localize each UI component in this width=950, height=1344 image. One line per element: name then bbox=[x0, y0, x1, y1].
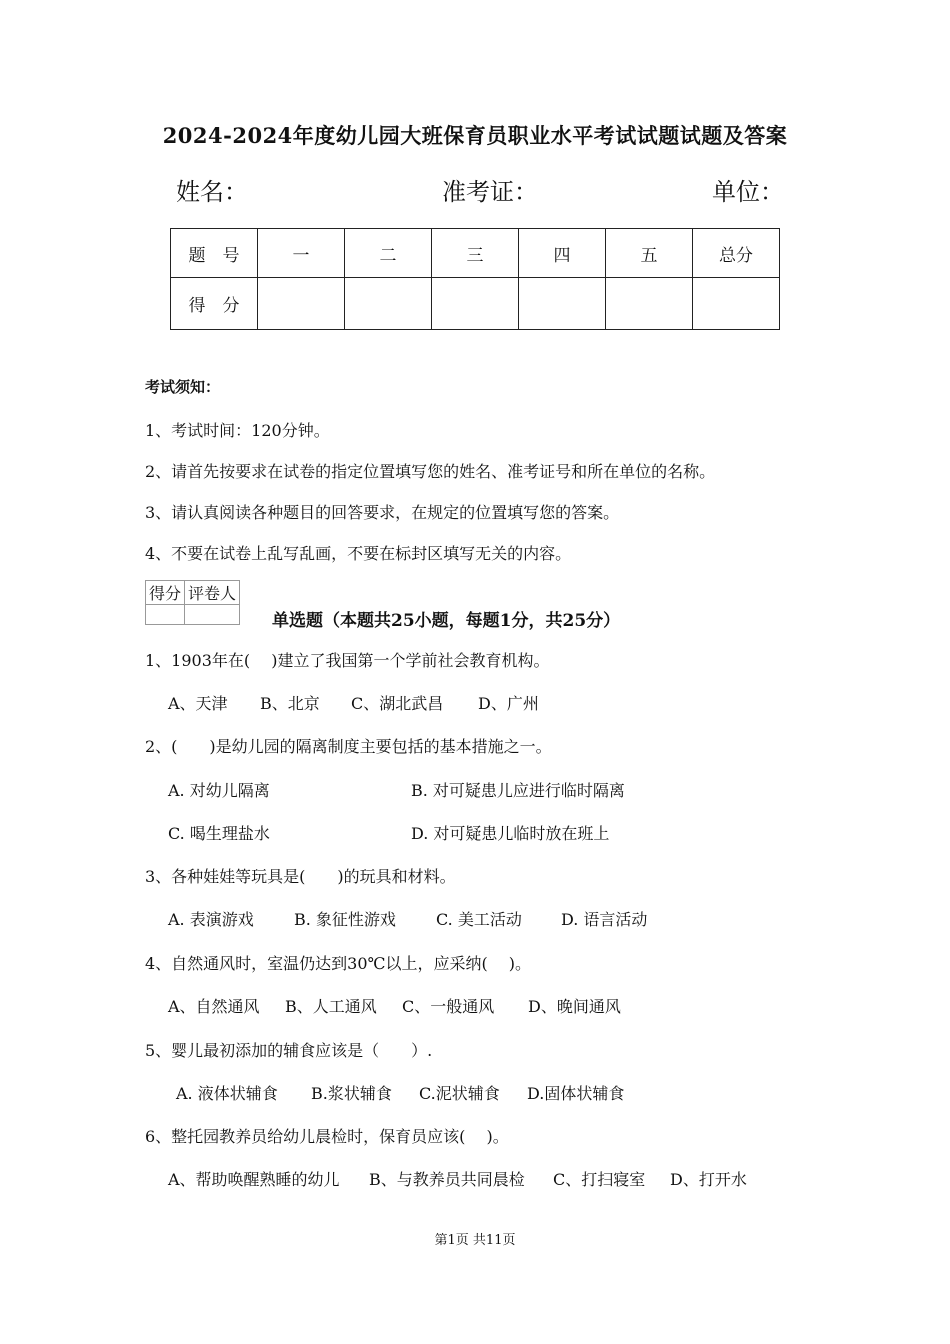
grader-score-cell[interactable] bbox=[146, 605, 185, 625]
notice-item: 3、请认真阅读各种题目的回答要求，在规定的位置填写您的答案。 bbox=[145, 503, 620, 522]
question-stem: 3、各种娃娃等玩具是( )的玩具和材料。 bbox=[145, 867, 456, 886]
notice-item: 2、请首先按要求在试卷的指定位置填写您的姓名、准考证号和所在单位的名称。 bbox=[145, 462, 716, 481]
grader-score-label: 得分 bbox=[146, 581, 185, 605]
score-table-score-row bbox=[171, 278, 780, 330]
grader-reviewer-cell[interactable] bbox=[185, 605, 240, 625]
score-row-label: 得 分 bbox=[171, 278, 258, 330]
document-title: 2024-2024年度幼儿园大班保育员职业水平考试试题试题及答案 bbox=[162, 123, 788, 148]
question-option[interactable]: B.浆状辅食 bbox=[311, 1084, 392, 1103]
question-option[interactable]: B. 象征性游戏 bbox=[294, 910, 396, 929]
score-entry-cell[interactable] bbox=[519, 278, 606, 330]
exam-id-label: 准考证： bbox=[442, 178, 538, 206]
question-option[interactable]: D.固体状辅食 bbox=[527, 1084, 625, 1103]
section-heading: 单选题（本题共25小题，每题1分，共25分） bbox=[272, 611, 621, 631]
question-option[interactable]: D、打开水 bbox=[670, 1170, 747, 1189]
question-stem: 4、自然通风时，室温仍达到30℃以上，应采纳( )。 bbox=[145, 954, 532, 973]
notice-item: 4、不要在试卷上乱写乱画，不要在标封区填写无关的内容。 bbox=[145, 544, 572, 563]
unit-label: 单位： bbox=[712, 178, 784, 206]
question-stem: 1、1903年在( )建立了我国第一个学前社会教育机构。 bbox=[145, 651, 550, 670]
score-table-header-row bbox=[171, 229, 780, 278]
question-option[interactable]: A. 表演游戏 bbox=[168, 910, 254, 929]
question-option[interactable]: A、自然通风 bbox=[168, 997, 260, 1016]
question-option[interactable]: D. 对可疑患儿临时放在班上 bbox=[411, 824, 610, 843]
score-entry-cell[interactable] bbox=[432, 278, 519, 330]
question-option[interactable]: C、湖北武昌 bbox=[351, 694, 444, 713]
question-stem: 5、婴儿最初添加的辅食应该是（ ）. bbox=[145, 1041, 433, 1060]
question-option[interactable]: C、一般通风 bbox=[402, 997, 495, 1016]
question-stem: 6、整托园教养员给幼儿晨检时，保育员应该( )。 bbox=[145, 1127, 509, 1146]
question-option[interactable]: A. 液体状辅食 bbox=[176, 1084, 278, 1103]
question-option[interactable]: D. 语言活动 bbox=[561, 910, 648, 929]
question-option[interactable]: B. 对可疑患儿应进行临时隔离 bbox=[411, 781, 625, 800]
question-option[interactable]: B、北京 bbox=[260, 694, 320, 713]
score-cell: 题 号 bbox=[171, 229, 258, 278]
question-option[interactable]: B、与教养员共同晨检 bbox=[369, 1170, 525, 1189]
question-option[interactable]: B、人工通风 bbox=[285, 997, 377, 1016]
score-cell: 三 bbox=[432, 229, 519, 278]
score-entry-cell[interactable] bbox=[606, 278, 693, 330]
name-label: 姓名： bbox=[176, 178, 248, 206]
score-entry-cell[interactable] bbox=[258, 278, 345, 330]
question-option[interactable]: C. 美工活动 bbox=[436, 910, 522, 929]
question-stem: 2、( )是幼儿园的隔离制度主要包括的基本措施之一。 bbox=[145, 737, 552, 756]
notice-item: 1、考试时间：120分钟。 bbox=[145, 421, 330, 440]
question-option[interactable]: A、天津 bbox=[168, 694, 228, 713]
page-footer: 第1页 共11页 bbox=[434, 1233, 516, 1248]
notice-title: 考试须知： bbox=[145, 378, 221, 396]
question-option[interactable]: A. 对幼儿隔离 bbox=[168, 781, 270, 800]
question-option[interactable]: C. 喝生理盐水 bbox=[168, 824, 270, 843]
score-entry-cell[interactable] bbox=[345, 278, 432, 330]
score-cell: 四 bbox=[519, 229, 606, 278]
score-table bbox=[170, 228, 780, 330]
question-option[interactable]: C.泥状辅食 bbox=[419, 1084, 500, 1103]
score-entry-cell[interactable] bbox=[693, 278, 780, 330]
grader-box bbox=[145, 580, 240, 625]
question-option[interactable]: D、晚间通风 bbox=[528, 997, 621, 1016]
question-option[interactable]: A、帮助唤醒熟睡的幼儿 bbox=[168, 1170, 340, 1189]
question-option[interactable]: D、广州 bbox=[478, 694, 539, 713]
score-cell: 二 bbox=[345, 229, 432, 278]
score-cell: 总分 bbox=[693, 229, 780, 278]
score-cell: 五 bbox=[606, 229, 693, 278]
score-cell: 一 bbox=[258, 229, 345, 278]
grader-reviewer-label: 评卷人 bbox=[185, 581, 240, 605]
question-option[interactable]: C、打扫寝室 bbox=[553, 1170, 646, 1189]
